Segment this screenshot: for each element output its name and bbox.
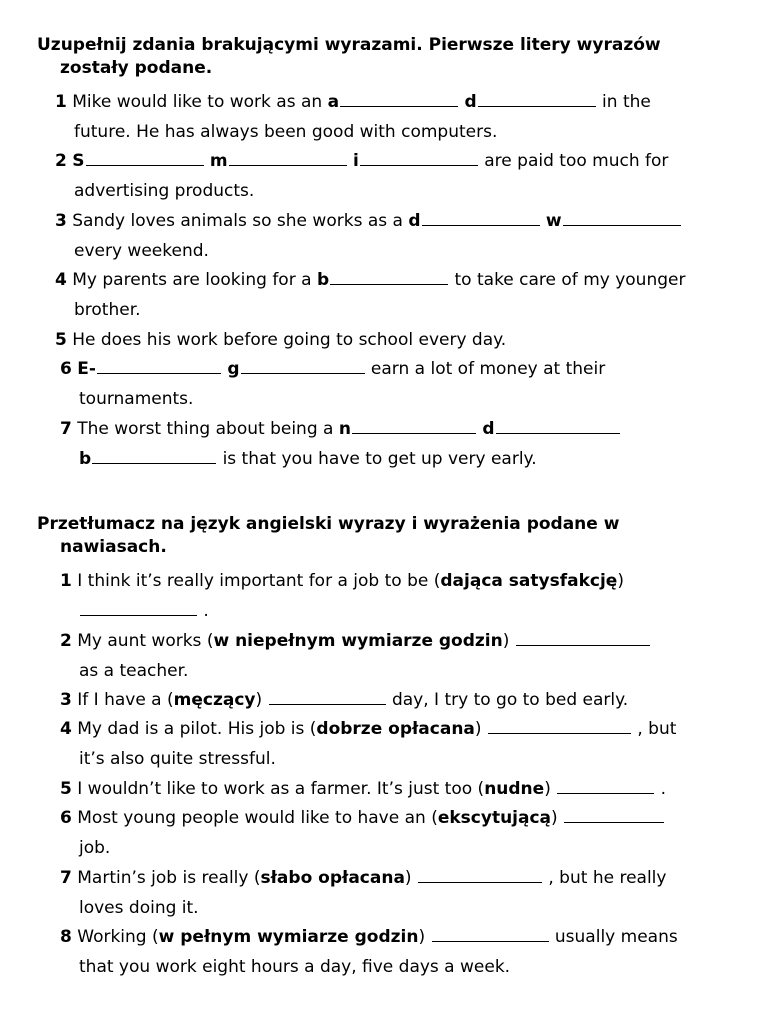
s2-item-3-close-paren: ) xyxy=(255,690,263,710)
s2-item-7-text-end: , but he really xyxy=(542,868,667,888)
s2-item-3-blank[interactable] xyxy=(269,687,386,705)
s2-item-4-blank[interactable] xyxy=(488,716,631,734)
s1-item-7-letter-n: n xyxy=(338,419,351,439)
s1-item-7-letter-b: b xyxy=(79,449,92,469)
s2-item-5-number: 5 xyxy=(60,779,72,799)
s2-item-7-hint: słabo opłacana xyxy=(260,868,405,888)
s1-item-6-letter-g: g xyxy=(227,359,240,379)
s1-item-5 xyxy=(55,325,506,355)
s1-item-7 xyxy=(60,414,621,474)
s2-item-2-hint: w niepełnym wymiarze godzin xyxy=(213,631,503,651)
s2-item-2-close-paren: ) xyxy=(502,631,510,651)
s2-item-2-blank[interactable] xyxy=(516,628,650,646)
s2-item-1-blank[interactable] xyxy=(80,598,197,616)
s1-item-4-blank-1[interactable] xyxy=(330,267,448,285)
s2-item-8-continuation: that you work eight hours a day, five days a week. xyxy=(79,957,511,977)
s2-item-4-hint: dobrze opłacana xyxy=(316,719,475,739)
s2-item-4-text: My dad is a pilot. His job is ( xyxy=(77,719,317,739)
s1-item-7-blank-3[interactable] xyxy=(92,446,216,464)
s1-item-7-text-end: is that you have to get up very early. xyxy=(217,449,537,469)
s2-item-6-blank[interactable] xyxy=(564,805,664,823)
section1-heading-line1: Uzupełnij zdania brakującymi wyrazami. Pierwsze litery wyrazów xyxy=(37,35,661,55)
s2-item-7 xyxy=(60,863,666,923)
s2-item-1-number: 1 xyxy=(60,571,72,591)
s1-item-6-letter-e: E- xyxy=(77,359,96,379)
s1-item-1-blank-1[interactable] xyxy=(340,89,458,107)
s1-item-7-blank-1[interactable] xyxy=(352,416,476,434)
s2-item-8-blank[interactable] xyxy=(432,924,549,942)
s1-item-6-blank-2[interactable] xyxy=(241,356,365,374)
s1-item-3-blank-1[interactable] xyxy=(422,208,540,226)
s2-item-1 xyxy=(60,566,624,626)
s1-item-1-blank-2[interactable] xyxy=(478,89,596,107)
section2-heading-line1: Przetłumacz na język angielski wyrazy i wyrażenia podane w xyxy=(37,514,620,534)
s1-item-3-letter-w: w xyxy=(545,211,562,231)
section1-heading xyxy=(37,34,717,80)
s1-item-4-letter-b: b xyxy=(316,270,330,290)
s2-item-3-text: If I have a ( xyxy=(77,690,174,710)
s2-item-4 xyxy=(60,714,676,774)
s1-item-1-text: Mike would like to work as an xyxy=(72,92,328,112)
s2-item-7-text: Martin’s job is really ( xyxy=(77,868,261,888)
s1-item-3-letter-d: d xyxy=(408,211,421,231)
s2-item-4-number: 4 xyxy=(60,719,72,739)
s1-item-6 xyxy=(60,354,605,414)
s1-item-1-letter-a: a xyxy=(327,92,340,112)
s2-item-8-text: Working ( xyxy=(77,927,159,947)
s1-item-7-blank-2[interactable] xyxy=(496,416,620,434)
s1-item-3-continuation: every weekend. xyxy=(74,241,209,261)
s1-item-4-text-end: to take care of my younger xyxy=(449,270,686,290)
s2-item-8-number: 8 xyxy=(60,927,72,947)
s2-item-3 xyxy=(60,685,628,715)
s1-item-1-text-end: in the xyxy=(602,92,651,112)
s2-item-8-hint: w pełnym wymiarze godzin xyxy=(158,927,419,947)
s2-item-6-text: Most young people would like to have an ( xyxy=(77,808,438,828)
s1-item-1-continuation: future. He has always been good with computers. xyxy=(74,122,498,142)
s1-item-4-continuation: brother. xyxy=(74,300,141,320)
s1-item-2-blank-2[interactable] xyxy=(229,148,347,166)
s2-item-1-hint: dająca satysfakcję xyxy=(440,571,618,591)
s1-item-7-text: The worst thing about being a xyxy=(77,419,339,439)
s1-item-4-number: 4 xyxy=(55,270,67,290)
s2-item-2-continuation: as a teacher. xyxy=(79,661,189,681)
s1-item-2-letter-i: i xyxy=(353,151,359,171)
s1-item-5-text: He does his work before going to school every day. xyxy=(72,330,507,350)
s2-item-1-period: . xyxy=(198,601,209,621)
s1-item-2-blank-3[interactable] xyxy=(360,148,478,166)
s2-item-2-text: My aunt works ( xyxy=(77,631,214,651)
s2-item-5-text: I wouldn’t like to work as a farmer. It’s just too ( xyxy=(77,779,485,799)
s1-item-6-continuation: tournaments. xyxy=(79,389,194,409)
s2-item-6-number: 6 xyxy=(60,808,72,828)
s2-item-5-close-paren: ) xyxy=(544,779,551,799)
s2-item-8-text-end: usually means xyxy=(549,927,678,947)
s2-item-2 xyxy=(60,626,651,686)
s1-item-2-letter-m: m xyxy=(209,151,228,171)
s2-item-3-number: 3 xyxy=(60,690,72,710)
s2-item-6-close-paren: ) xyxy=(551,808,558,828)
s1-item-7-letter-d: d xyxy=(482,419,495,439)
s1-item-2-continuation: advertising products. xyxy=(74,181,255,201)
s1-item-4 xyxy=(55,265,685,325)
s1-item-7-number: 7 xyxy=(60,419,72,439)
s2-item-7-blank[interactable] xyxy=(418,865,542,883)
s1-item-2-number: 2 xyxy=(55,151,67,171)
s1-item-3-text: Sandy loves animals so she works as a xyxy=(72,211,409,231)
s1-item-5-number: 5 xyxy=(55,330,67,350)
s1-item-1 xyxy=(55,87,651,147)
s1-item-2-blank-1[interactable] xyxy=(86,148,204,166)
s2-item-8-close-paren: ) xyxy=(418,927,426,947)
s2-item-8 xyxy=(60,922,678,982)
s1-item-3-number: 3 xyxy=(55,211,67,231)
s2-item-6 xyxy=(60,803,665,863)
s2-item-3-text-end: day, I try to go to bed early. xyxy=(386,690,629,710)
s1-item-3 xyxy=(55,206,682,266)
s1-item-6-text: earn a lot of money at their xyxy=(365,359,606,379)
s2-item-3-hint: męczący xyxy=(173,690,256,710)
s1-item-2-letter-s: S xyxy=(72,151,85,171)
s2-item-7-number: 7 xyxy=(60,868,72,888)
s2-item-1-close-paren: ) xyxy=(617,571,624,591)
s2-item-2-number: 2 xyxy=(60,631,72,651)
s1-item-4-text: My parents are looking for a xyxy=(72,270,317,290)
s2-item-4-text-end: , but xyxy=(631,719,677,739)
s2-item-6-continuation: job. xyxy=(79,838,111,858)
s1-item-1-number: 1 xyxy=(55,92,67,112)
s1-item-2-text: are paid too much for xyxy=(478,151,669,171)
s1-item-6-blank-1[interactable] xyxy=(97,356,221,374)
s2-item-5 xyxy=(60,774,666,804)
s1-item-2 xyxy=(55,146,668,206)
section2-heading xyxy=(37,513,717,559)
section2-heading-line2: nawiasach. xyxy=(60,537,167,557)
s2-item-7-close-paren: ) xyxy=(404,868,412,888)
s2-item-1-text: I think it’s really important for a job to be ( xyxy=(77,571,441,591)
s1-item-3-blank-2[interactable] xyxy=(563,208,681,226)
s2-item-4-continuation: it’s also quite stressful. xyxy=(79,749,276,769)
s2-item-5-text-end: . xyxy=(655,779,667,799)
s2-item-6-hint: ekscytującą xyxy=(437,808,552,828)
s2-item-5-blank[interactable] xyxy=(557,776,654,794)
s2-item-4-close-paren: ) xyxy=(474,719,482,739)
s2-item-7-continuation: loves doing it. xyxy=(79,898,199,918)
s2-item-5-hint: nudne xyxy=(484,779,545,799)
section1-heading-line2: zostały podane. xyxy=(60,58,213,78)
s1-item-1-letter-d: d xyxy=(464,92,477,112)
s1-item-6-number: 6 xyxy=(60,359,72,379)
